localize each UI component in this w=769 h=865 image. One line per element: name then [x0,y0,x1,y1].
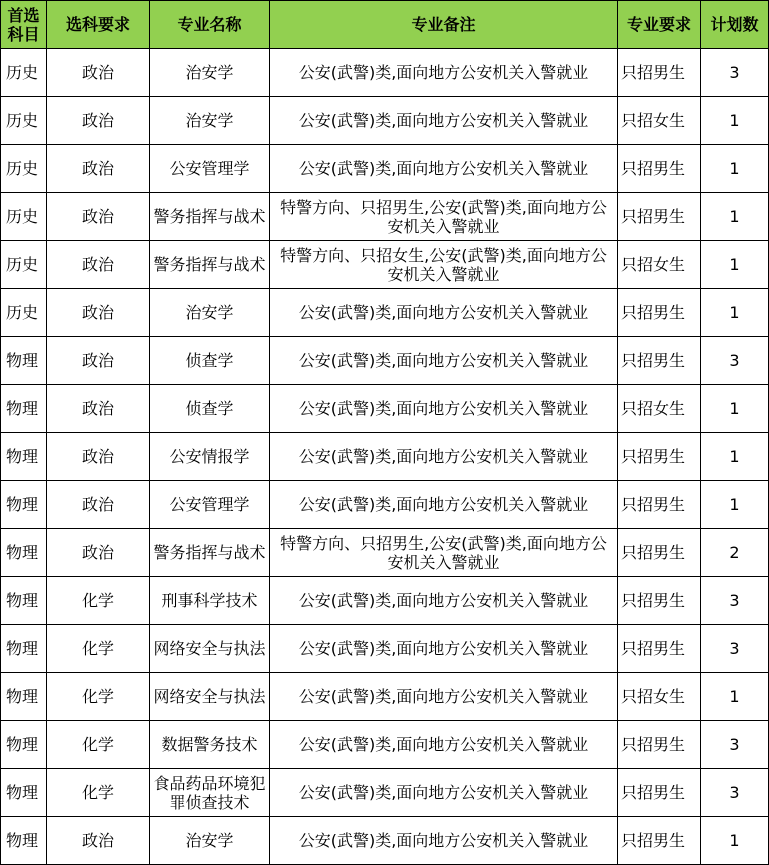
first-subject-cell: 物理 [1,337,47,385]
major-requirement-cell: 只招男生 [618,193,701,241]
major-note-cell: 公安(武警)类,面向地方公安机关入警就业 [270,769,618,817]
major-note-cell: 公安(武警)类,面向地方公安机关入警就业 [270,337,618,385]
major-name-cell: 侦查学 [150,337,270,385]
major-name-cell: 治安学 [150,49,270,97]
subject-requirement-cell: 政治 [47,49,150,97]
first-subject-cell: 物理 [1,817,47,865]
major-name-cell: 警务指挥与战术 [150,241,270,289]
first-subject-cell: 历史 [1,49,47,97]
first-subject-cell: 物理 [1,433,47,481]
major-name-cell: 公安管理学 [150,481,270,529]
header-major-requirement: 专业要求 [618,1,701,49]
major-name-cell: 警务指挥与战术 [150,529,270,577]
major-name-cell: 公安管理学 [150,145,270,193]
header-major-name: 专业名称 [150,1,270,49]
table-body [1,49,769,865]
plan-count-cell: 3 [701,769,769,817]
major-name-cell: 公安情报学 [150,433,270,481]
plan-count-cell: 3 [701,721,769,769]
major-name-cell: 食品药品环境犯罪侦查技术 [150,769,270,817]
subject-requirement-cell: 政治 [47,193,150,241]
major-requirement-cell: 只招男生 [618,49,701,97]
major-note-cell: 特警方向、只招男生,公安(武警)类,面向地方公安机关入警就业 [270,529,618,577]
plan-count-cell: 3 [701,49,769,97]
header-major-note: 专业备注 [270,1,618,49]
subject-requirement-cell: 化学 [47,769,150,817]
subject-requirement-cell: 政治 [47,529,150,577]
major-requirement-cell: 只招男生 [618,433,701,481]
subject-requirement-cell: 政治 [47,481,150,529]
major-note-cell: 公安(武警)类,面向地方公安机关入警就业 [270,721,618,769]
plan-count-cell: 2 [701,529,769,577]
major-note-cell: 公安(武警)类,面向地方公安机关入警就业 [270,817,618,865]
subject-requirement-cell: 政治 [47,385,150,433]
subject-requirement-cell: 政治 [47,145,150,193]
plan-count-cell: 1 [701,673,769,721]
first-subject-cell: 历史 [1,97,47,145]
major-note-cell: 公安(武警)类,面向地方公安机关入警就业 [270,433,618,481]
first-subject-cell: 物理 [1,625,47,673]
table-header [1,1,769,49]
table-row [1,289,769,337]
table-row [1,817,769,865]
plan-count-cell: 3 [701,577,769,625]
subject-requirement-cell: 政治 [47,817,150,865]
subject-requirement-cell: 化学 [47,721,150,769]
subject-requirement-cell: 政治 [47,97,150,145]
plan-count-cell: 1 [701,385,769,433]
major-requirement-cell: 只招男生 [618,817,701,865]
major-requirement-cell: 只招男生 [618,289,701,337]
header-plan-count: 计划数 [701,1,769,49]
plan-count-cell: 1 [701,817,769,865]
table-row [1,721,769,769]
subject-requirement-cell: 化学 [47,673,150,721]
subject-requirement-cell: 政治 [47,433,150,481]
major-note-cell: 公安(武警)类,面向地方公安机关入警就业 [270,145,618,193]
table-row [1,337,769,385]
major-note-cell: 公安(武警)类,面向地方公安机关入警就业 [270,481,618,529]
table-row [1,673,769,721]
plan-count-cell: 1 [701,97,769,145]
plan-count-cell: 1 [701,289,769,337]
table-row [1,193,769,241]
major-name-cell: 数据警务技术 [150,721,270,769]
first-subject-cell: 物理 [1,721,47,769]
major-requirement-cell: 只招男生 [618,769,701,817]
major-note-cell: 公安(武警)类,面向地方公安机关入警就业 [270,577,618,625]
first-subject-cell: 物理 [1,769,47,817]
major-name-cell: 警务指挥与战术 [150,193,270,241]
major-name-cell: 侦查学 [150,385,270,433]
first-subject-cell: 物理 [1,481,47,529]
major-note-cell: 公安(武警)类,面向地方公安机关入警就业 [270,289,618,337]
major-note-cell: 特警方向、只招女生,公安(武警)类,面向地方公安机关入警就业 [270,241,618,289]
major-note-cell: 公安(武警)类,面向地方公安机关入警就业 [270,49,618,97]
major-requirement-cell: 只招女生 [618,673,701,721]
major-requirement-cell: 只招男生 [618,337,701,385]
major-requirement-cell: 只招男生 [618,721,701,769]
major-name-cell: 治安学 [150,97,270,145]
major-requirement-cell: 只招男生 [618,145,701,193]
plan-count-cell: 1 [701,193,769,241]
plan-count-cell: 1 [701,481,769,529]
header-subject-requirement: 选科要求 [47,1,150,49]
plan-count-cell: 3 [701,337,769,385]
plan-count-cell: 3 [701,625,769,673]
first-subject-cell: 物理 [1,385,47,433]
major-name-cell: 刑事科学技术 [150,577,270,625]
table-row [1,529,769,577]
table-row [1,385,769,433]
subject-requirement-cell: 政治 [47,241,150,289]
major-requirement-cell: 只招男生 [618,481,701,529]
major-name-cell: 治安学 [150,817,270,865]
subject-requirement-cell: 化学 [47,577,150,625]
first-subject-cell: 物理 [1,529,47,577]
major-requirement-cell: 只招男生 [618,577,701,625]
table-row [1,97,769,145]
major-note-cell: 公安(武警)类,面向地方公安机关入警就业 [270,625,618,673]
major-name-cell: 治安学 [150,289,270,337]
first-subject-cell: 物理 [1,673,47,721]
major-name-cell: 网络安全与执法 [150,673,270,721]
major-note-cell: 公安(武警)类,面向地方公安机关入警就业 [270,97,618,145]
first-subject-cell: 历史 [1,145,47,193]
plan-count-cell: 1 [701,145,769,193]
table-row [1,145,769,193]
major-requirement-cell: 只招女生 [618,97,701,145]
table-row [1,481,769,529]
major-note-cell: 公安(武警)类,面向地方公安机关入警就业 [270,385,618,433]
subject-requirement-cell: 化学 [47,625,150,673]
plan-count-cell: 1 [701,433,769,481]
major-requirement-cell: 只招女生 [618,385,701,433]
major-requirement-cell: 只招男生 [618,625,701,673]
plan-count-cell: 1 [701,241,769,289]
header-first-subject: 首选科目 [1,1,47,49]
header-row [1,1,769,49]
first-subject-cell: 历史 [1,289,47,337]
table-row [1,769,769,817]
major-note-cell: 特警方向、只招男生,公安(武警)类,面向地方公安机关入警就业 [270,193,618,241]
major-requirement-cell: 只招男生 [618,529,701,577]
major-note-cell: 公安(武警)类,面向地方公安机关入警就业 [270,673,618,721]
major-name-cell: 网络安全与执法 [150,625,270,673]
major-requirement-cell: 只招女生 [618,241,701,289]
table-row [1,577,769,625]
first-subject-cell: 物理 [1,577,47,625]
subject-requirement-cell: 政治 [47,289,150,337]
first-subject-cell: 历史 [1,241,47,289]
first-subject-cell: 历史 [1,193,47,241]
subject-requirement-cell: 政治 [47,337,150,385]
table-row [1,433,769,481]
table-row [1,625,769,673]
table-row [1,49,769,97]
table-row [1,241,769,289]
